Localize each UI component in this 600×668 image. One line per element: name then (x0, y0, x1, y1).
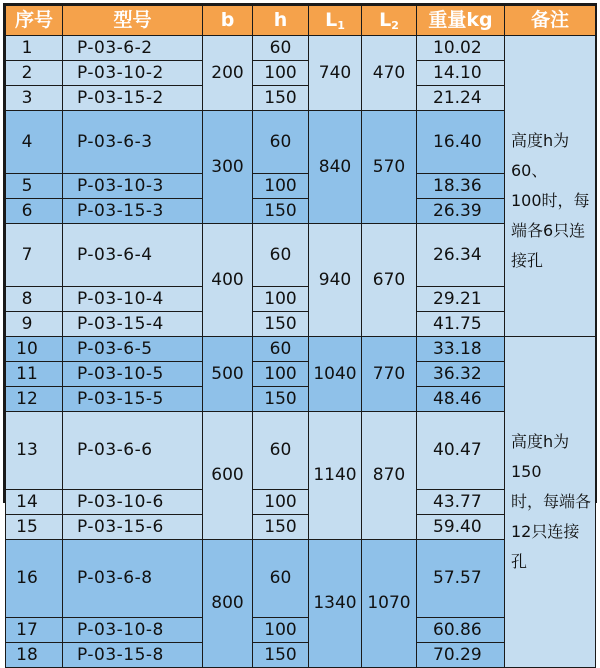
header-row (6, 6, 596, 36)
cell-h: 100 (253, 362, 309, 387)
cell-h: 100 (253, 287, 309, 312)
cell-h: 100 (253, 618, 309, 643)
cell-l2: 670 (362, 224, 417, 337)
table-body (6, 36, 596, 668)
cell-model: P-03-15-8 (63, 643, 203, 668)
remarks-line (511, 577, 593, 607)
cell-weight: 40.47 (417, 412, 505, 490)
cell-model: P-03-6-3 (63, 111, 203, 174)
cell-id: 17 (6, 618, 63, 643)
cell-l2: 1070 (362, 540, 417, 668)
remarks-line (511, 367, 593, 397)
cell-remarks (505, 337, 596, 668)
remarks-line (511, 306, 593, 336)
cell-weight: 57.57 (417, 540, 505, 618)
cell-weight: 21.24 (417, 86, 505, 111)
cell-model: P-03-6-4 (63, 224, 203, 287)
cell-model: P-03-10-6 (63, 490, 203, 515)
cell-id: 9 (6, 312, 63, 337)
cell-weight: 18.36 (417, 174, 505, 199)
cell-id: 8 (6, 287, 63, 312)
remarks-line: 端各6只连 (511, 221, 586, 240)
cell-id: 14 (6, 490, 63, 515)
cell-b: 800 (203, 540, 253, 668)
cell-h: 60 (253, 412, 309, 490)
cell-weight: 59.40 (417, 515, 505, 540)
cell-model: P-03-6-8 (63, 540, 203, 618)
header-id: 序号 (6, 6, 63, 36)
cell-weight: 41.75 (417, 312, 505, 337)
cell-h: 100 (253, 61, 309, 86)
header-l2-main: L (379, 9, 392, 31)
header-remarks: 备注 (505, 6, 596, 36)
cell-h: 100 (253, 490, 309, 515)
cell-id: 10 (6, 337, 63, 362)
cell-model: P-03-15-5 (63, 387, 203, 412)
cell-model: P-03-10-2 (63, 61, 203, 86)
remarks-line: 高度h为150 (511, 432, 570, 481)
cell-model: P-03-10-4 (63, 287, 203, 312)
cell-h: 150 (253, 387, 309, 412)
cell-b: 600 (203, 412, 253, 540)
cell-h: 150 (253, 312, 309, 337)
cell-model: P-03-10-5 (63, 362, 203, 387)
cell-weight: 29.21 (417, 287, 505, 312)
header-model: 型号 (63, 6, 203, 36)
cell-id: 1 (6, 36, 63, 61)
cell-model: P-03-6-5 (63, 337, 203, 362)
cell-model: P-03-15-4 (63, 312, 203, 337)
cell-l2: 570 (362, 111, 417, 224)
cell-remarks (505, 36, 596, 337)
cell-weight: 60.86 (417, 618, 505, 643)
cell-model: P-03-15-3 (63, 199, 203, 224)
cell-weight: 36.32 (417, 362, 505, 387)
remarks-line (511, 607, 593, 637)
cell-weight: 48.46 (417, 387, 505, 412)
cell-id: 5 (6, 174, 63, 199)
remarks-line (511, 337, 593, 367)
cell-weight: 70.29 (417, 643, 505, 668)
cell-l1: 1040 (309, 337, 362, 412)
header-l2-sub: 2 (391, 19, 399, 32)
cell-id: 15 (6, 515, 63, 540)
cell-h: 150 (253, 86, 309, 111)
table-row (6, 36, 596, 61)
cell-id: 11 (6, 362, 63, 387)
remarks-line: 100时，每 (511, 191, 590, 210)
cell-model: P-03-6-6 (63, 412, 203, 490)
cell-weight: 26.34 (417, 224, 505, 287)
cell-id: 18 (6, 643, 63, 668)
header-h: h (253, 6, 309, 36)
cell-l2: 870 (362, 412, 417, 540)
cell-l1: 740 (309, 36, 362, 111)
cell-model: P-03-10-3 (63, 174, 203, 199)
cell-model: P-03-15-6 (63, 515, 203, 540)
spec-table-frame (3, 3, 597, 665)
remarks-line (511, 397, 593, 427)
cell-weight: 33.18 (417, 337, 505, 362)
remarks-line (511, 36, 593, 66)
cell-weight: 26.39 (417, 199, 505, 224)
cell-h: 60 (253, 224, 309, 287)
cell-h: 60 (253, 540, 309, 618)
table-row (6, 337, 596, 362)
header-l1 (309, 6, 362, 36)
cell-h: 60 (253, 36, 309, 61)
cell-id: 3 (6, 86, 63, 111)
cell-weight: 14.10 (417, 61, 505, 86)
remarks-line: 时，每端各 (511, 492, 592, 511)
cell-h: 150 (253, 643, 309, 668)
cell-model: P-03-6-2 (63, 36, 203, 61)
cell-id: 13 (6, 412, 63, 490)
remarks-line (511, 276, 593, 306)
cell-l1: 1140 (309, 412, 362, 540)
header-weight: 重量kg (417, 6, 505, 36)
cell-model: P-03-10-8 (63, 618, 203, 643)
cell-id: 7 (6, 224, 63, 287)
cell-id: 6 (6, 199, 63, 224)
spec-table (5, 5, 596, 668)
cell-h: 150 (253, 515, 309, 540)
cell-b: 200 (203, 36, 253, 111)
header-b: b (203, 6, 253, 36)
remarks-line: 接孔 (511, 251, 544, 270)
cell-weight: 43.77 (417, 490, 505, 515)
header-l2 (362, 6, 417, 36)
cell-h: 150 (253, 199, 309, 224)
cell-h: 60 (253, 337, 309, 362)
cell-l1: 1340 (309, 540, 362, 668)
cell-l2: 470 (362, 36, 417, 111)
cell-l2: 770 (362, 337, 417, 412)
cell-h: 100 (253, 174, 309, 199)
remarks-line (511, 96, 593, 126)
cell-l1: 840 (309, 111, 362, 224)
cell-weight: 10.02 (417, 36, 505, 61)
cell-b: 500 (203, 337, 253, 412)
remarks-line: 高度h为60、 (511, 131, 570, 180)
cell-id: 4 (6, 111, 63, 174)
cell-l1: 940 (309, 224, 362, 337)
cell-weight: 16.40 (417, 111, 505, 174)
cell-b: 400 (203, 224, 253, 337)
cell-id: 16 (6, 540, 63, 618)
remarks-line (511, 66, 593, 96)
cell-id: 12 (6, 387, 63, 412)
cell-b: 300 (203, 111, 253, 224)
remarks-line: 12只连接孔 (511, 522, 580, 571)
cell-h: 60 (253, 111, 309, 174)
remarks-line (511, 637, 593, 667)
header-l1-sub: 1 (337, 19, 345, 32)
header-l1-main: L (325, 9, 338, 31)
cell-model: P-03-15-2 (63, 86, 203, 111)
cell-id: 2 (6, 61, 63, 86)
